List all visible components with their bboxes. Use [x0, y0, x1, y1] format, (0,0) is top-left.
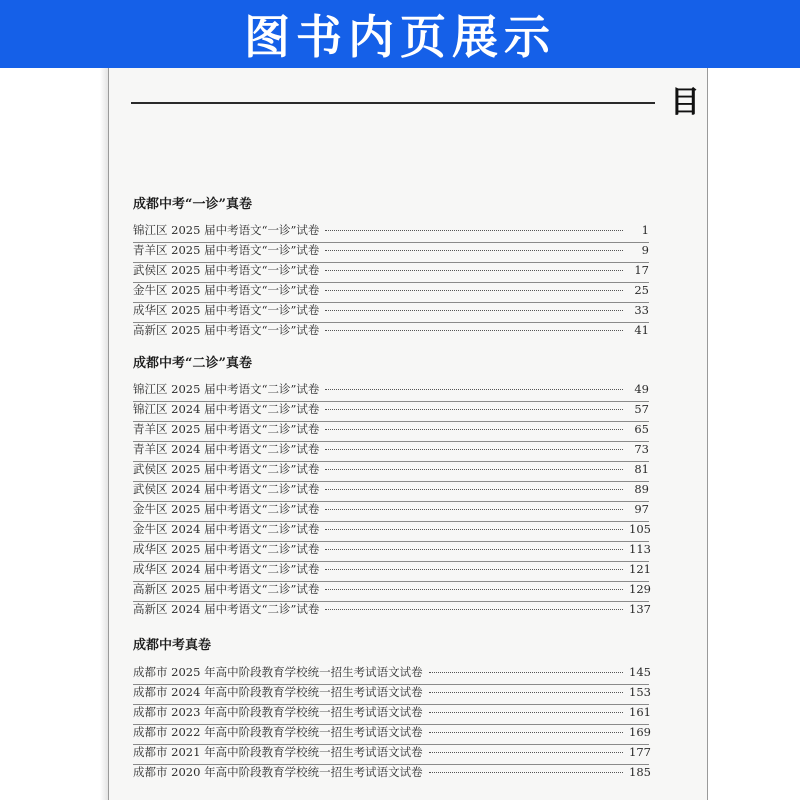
- dot-leader: [325, 270, 623, 271]
- toc-entry-page: 145: [629, 665, 651, 679]
- dot-leader: [325, 529, 623, 530]
- section-title: 成都中考“一诊”真卷: [133, 197, 252, 212]
- toc-entry: [133, 421, 649, 441]
- toc-entry-label: 武侯区 2024 届中考语文“二诊”试卷: [133, 482, 320, 496]
- page-right-margin: [708, 68, 800, 800]
- dot-leader: [325, 509, 623, 510]
- toc-entry: [133, 461, 649, 481]
- toc-entry-label: 成都市 2020 年高中阶段教育学校统一招生考试语文试卷: [133, 765, 423, 779]
- toc-entry-label: 成华区 2024 届中考语文“二诊”试卷: [133, 562, 320, 576]
- dot-leader: [325, 489, 623, 490]
- toc-entry-label: 锦江区 2025 届中考语文“一诊”试卷: [133, 223, 320, 237]
- banner-title: 图书内页展示: [244, 10, 556, 64]
- toc-entry-label: 金牛区 2025 届中考语文“一诊”试卷: [133, 283, 320, 297]
- toc-entry-page: 169: [629, 725, 651, 739]
- toc-entry: [133, 664, 649, 684]
- dot-leader: [325, 469, 623, 470]
- toc-entry: [133, 744, 649, 764]
- toc-entry: [133, 724, 649, 744]
- toc-entry-page: 49: [634, 382, 649, 396]
- toc-entry-page: 153: [629, 685, 651, 699]
- toc-entry: [133, 401, 649, 421]
- dot-leader: [325, 429, 623, 430]
- dot-leader: [325, 589, 623, 590]
- toc-entry: [133, 561, 649, 581]
- toc-entry-label: 成都市 2025 年高中阶段教育学校统一招生考试语文试卷: [133, 665, 423, 679]
- toc-entry: [133, 441, 649, 461]
- dot-leader: [325, 409, 623, 410]
- toc-entry: [133, 541, 649, 561]
- toc-entry: [133, 581, 649, 601]
- toc-entry-page: 105: [629, 522, 651, 536]
- dot-leader: [325, 569, 623, 570]
- toc-entry: [133, 601, 649, 621]
- toc-entry-page: 57: [634, 402, 649, 416]
- toc-entry-label: 金牛区 2025 届中考语文“二诊”试卷: [133, 502, 320, 516]
- toc-entry-label: 成华区 2025 届中考语文“一诊”试卷: [133, 303, 320, 317]
- toc-entry: [133, 222, 649, 242]
- toc-entry-page: 137: [629, 602, 651, 616]
- toc-entry-label: 锦江区 2025 届中考语文“二诊”试卷: [133, 382, 320, 396]
- toc-entry-label: 武侯区 2025 届中考语文“一诊”试卷: [133, 263, 320, 277]
- dot-leader: [325, 230, 623, 231]
- toc-entry: [133, 262, 649, 282]
- toc-entry-page: 129: [629, 582, 651, 596]
- toc-entry: [133, 302, 649, 322]
- toc-entry: [133, 521, 649, 541]
- dot-leader: [325, 330, 623, 331]
- toc-entry-page: 65: [634, 422, 649, 436]
- dot-leader: [429, 712, 623, 713]
- toc-entry-page: 185: [629, 765, 651, 779]
- dot-leader: [325, 290, 623, 291]
- toc-entry: [133, 282, 649, 302]
- toc-entry: [133, 381, 649, 401]
- toc-entry-label: 高新区 2024 届中考语文“二诊”试卷: [133, 602, 320, 616]
- toc-entry: [133, 684, 649, 704]
- dot-leader: [429, 772, 623, 773]
- dot-leader: [325, 609, 623, 610]
- toc-entry-label: 武侯区 2025 届中考语文“二诊”试卷: [133, 462, 320, 476]
- dot-leader: [429, 672, 623, 673]
- toc-entry: [133, 764, 649, 784]
- toc-entry-page: 161: [629, 705, 651, 719]
- dot-leader: [325, 449, 623, 450]
- dot-leader: [325, 549, 623, 550]
- toc-entry-page: 113: [629, 542, 651, 556]
- toc-entry-page: 81: [634, 462, 649, 476]
- toc-entry-label: 高新区 2025 届中考语文“二诊”试卷: [133, 582, 320, 596]
- toc-entry-label: 青羊区 2024 届中考语文“二诊”试卷: [133, 442, 320, 456]
- dot-leader: [429, 732, 623, 733]
- toc-entry-page: 17: [634, 263, 649, 277]
- contents-header-mark: 目: [670, 85, 700, 120]
- toc-entry-label: 成都市 2022 年高中阶段教育学校统一招生考试语文试卷: [133, 725, 423, 739]
- header-rule: [131, 102, 655, 104]
- toc-entry-page: 33: [634, 303, 649, 317]
- dot-leader: [325, 310, 623, 311]
- toc-entry-page: 73: [634, 442, 649, 456]
- toc-entry: [133, 704, 649, 724]
- toc-entry-label: 成都市 2023 年高中阶段教育学校统一招生考试语文试卷: [133, 705, 423, 719]
- toc-entry-page: 41: [634, 323, 649, 337]
- toc-entry-label: 锦江区 2024 届中考语文“二诊”试卷: [133, 402, 320, 416]
- toc-entry: [133, 322, 649, 342]
- toc-entry-page: 1: [641, 223, 649, 237]
- toc-entry-page: 25: [634, 283, 649, 297]
- toc-entry: [133, 242, 649, 262]
- top-banner: [0, 0, 800, 68]
- dot-leader: [429, 752, 623, 753]
- toc-entry-label: 成都市 2024 年高中阶段教育学校统一招生考试语文试卷: [133, 685, 423, 699]
- dot-leader: [429, 692, 623, 693]
- toc-entry-page: 177: [629, 745, 651, 759]
- toc-entry-label: 青羊区 2025 届中考语文“一诊”试卷: [133, 243, 320, 257]
- toc-entry: [133, 481, 649, 501]
- page-left-edge: [100, 68, 108, 800]
- toc-entry-page: 89: [634, 482, 649, 496]
- section-title: 成都中考真卷: [133, 638, 212, 653]
- section-title: 成都中考“二诊”真卷: [133, 356, 252, 371]
- dot-leader: [325, 389, 623, 390]
- toc-entry-label: 金牛区 2024 届中考语文“二诊”试卷: [133, 522, 320, 536]
- toc-entry: [133, 501, 649, 521]
- toc-entry-page: 121: [629, 562, 651, 576]
- toc-entry-label: 成都市 2021 年高中阶段教育学校统一招生考试语文试卷: [133, 745, 423, 759]
- toc-entry-page: 9: [641, 243, 649, 257]
- toc-entry-label: 成华区 2025 届中考语文“二诊”试卷: [133, 542, 320, 556]
- toc-entry-page: 97: [634, 502, 649, 516]
- dot-leader: [325, 250, 623, 251]
- toc-entry-label: 青羊区 2025 届中考语文“二诊”试卷: [133, 422, 320, 436]
- toc-entry-label: 高新区 2025 届中考语文“一诊”试卷: [133, 323, 320, 337]
